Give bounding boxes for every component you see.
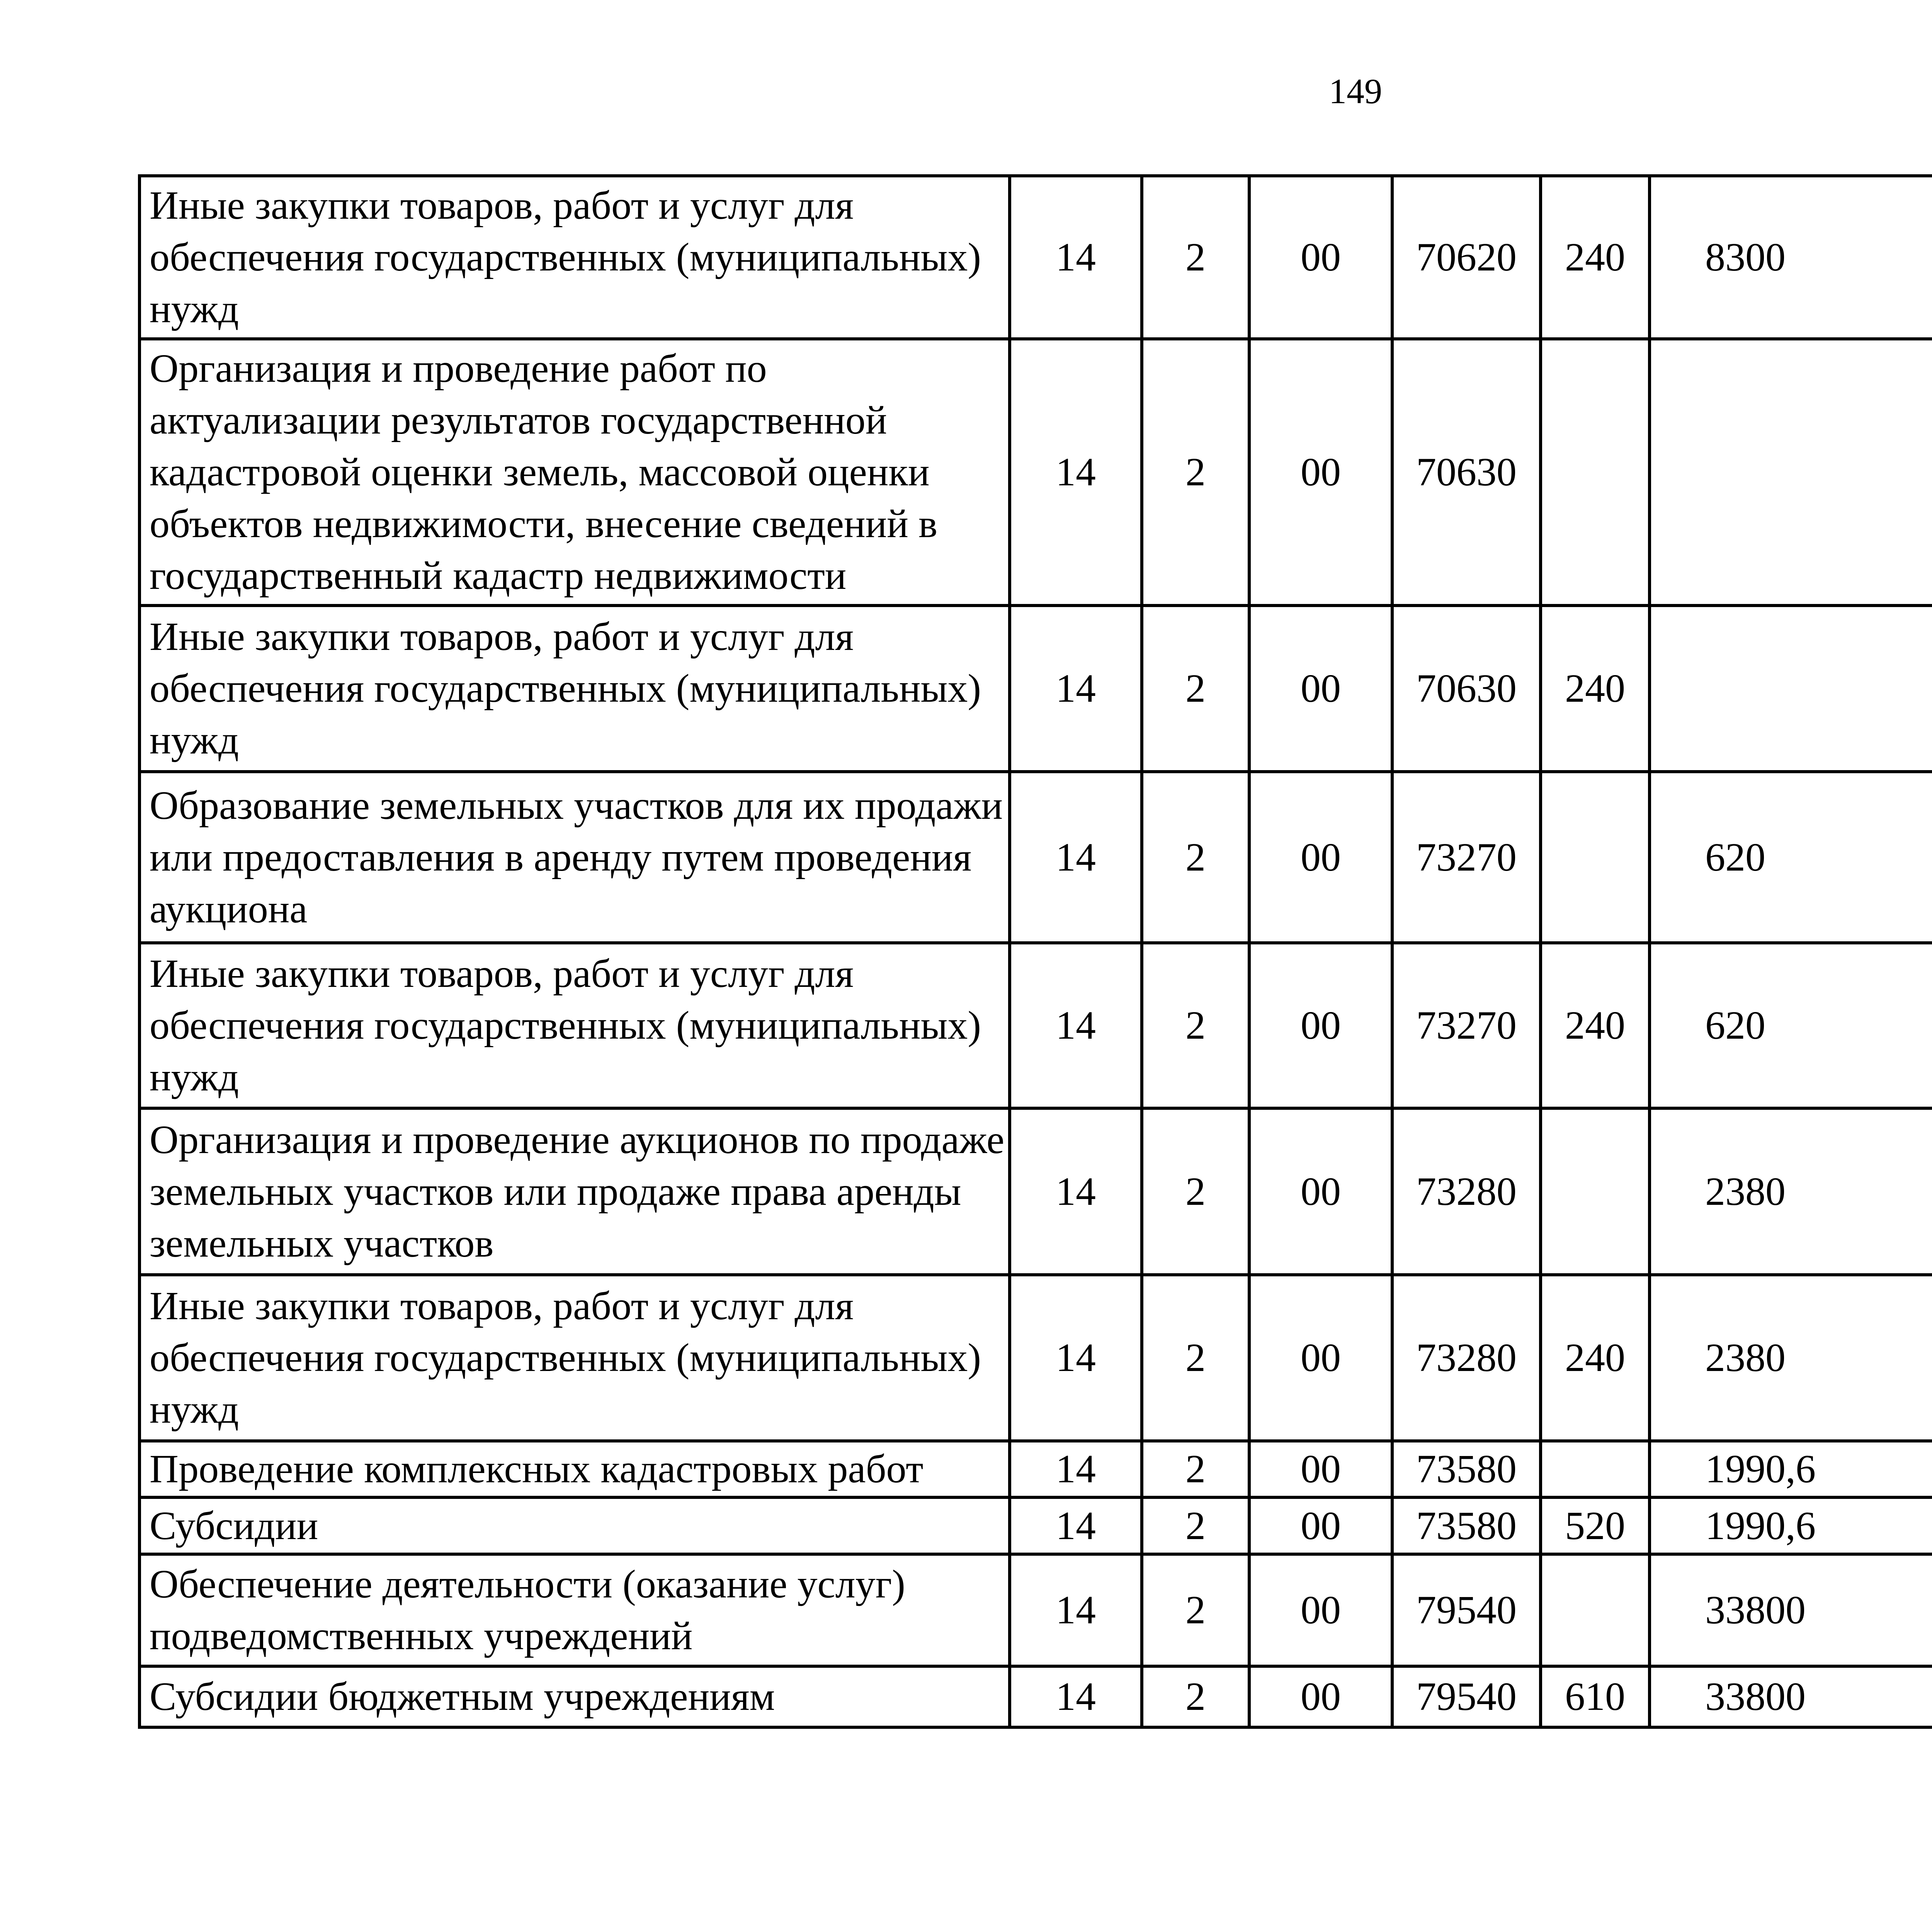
row-name: Субсидии бюджетным учреждениям <box>139 1666 1010 1727</box>
subsection-code: 2 <box>1142 1108 1249 1275</box>
program-code: 00 <box>1249 339 1392 606</box>
program-code: 00 <box>1249 606 1392 772</box>
row-name: Иные закупки товаров, работ и услуг для обеспечения государственных (муниципальных) нужд <box>139 606 1010 772</box>
section-code: 14 <box>1010 1497 1142 1554</box>
article-code: 73270 <box>1392 772 1541 943</box>
subsection-code: 2 <box>1142 176 1249 339</box>
article-code: 73280 <box>1392 1108 1541 1275</box>
section-code: 14 <box>1010 606 1142 772</box>
expense-type-code <box>1541 339 1650 606</box>
expense-type-code <box>1541 1441 1650 1497</box>
row-name: Проведение комплексных кадастровых работ <box>139 1441 1010 1497</box>
row-name: Субсидии <box>139 1497 1010 1554</box>
expense-type-code: 610 <box>1541 1666 1650 1727</box>
subsection-code: 2 <box>1142 943 1249 1108</box>
expense-type-code: 240 <box>1541 176 1650 339</box>
article-code: 73580 <box>1392 1441 1541 1497</box>
expense-type-code <box>1541 1554 1650 1666</box>
program-code: 00 <box>1249 943 1392 1108</box>
amount-1: 33800 <box>1650 1666 1932 1727</box>
article-code: 79540 <box>1392 1554 1541 1666</box>
table-row <box>139 1275 1932 1441</box>
section-code: 14 <box>1010 1275 1142 1441</box>
expense-type-code: 240 <box>1541 943 1650 1108</box>
table-row <box>139 606 1932 772</box>
program-code: 00 <box>1249 1441 1392 1497</box>
subsection-code: 2 <box>1142 1275 1249 1441</box>
row-name: Образование земельных участков для их продажи или предоставления в аренду путем проведения аукциона <box>139 772 1010 943</box>
subsection-code: 2 <box>1142 1441 1249 1497</box>
amount-1 <box>1650 606 1932 772</box>
program-code: 00 <box>1249 1554 1392 1666</box>
subsection-code: 2 <box>1142 772 1249 943</box>
row-name: Организация и проведение аукционов по продаже земельных участков или продаже права аренды земельных участков <box>139 1108 1010 1275</box>
amount-1: 620 <box>1650 943 1932 1108</box>
section-code: 14 <box>1010 1554 1142 1666</box>
row-name: Обеспечение деятельности (оказание услуг) подведомственных учреждений <box>139 1554 1010 1666</box>
subsection-code: 2 <box>1142 1666 1249 1727</box>
section-code: 14 <box>1010 1441 1142 1497</box>
table-row <box>139 1666 1932 1727</box>
table-row <box>139 339 1932 606</box>
article-code: 79540 <box>1392 1666 1541 1727</box>
article-code: 70620 <box>1392 176 1541 339</box>
section-code: 14 <box>1010 943 1142 1108</box>
article-code: 70630 <box>1392 606 1541 772</box>
program-code: 00 <box>1249 1666 1392 1727</box>
row-name: Иные закупки товаров, работ и услуг для обеспечения государственных (муниципальных) нужд <box>139 1275 1010 1441</box>
table-row <box>139 1108 1932 1275</box>
article-code: 73270 <box>1392 943 1541 1108</box>
section-code: 14 <box>1010 772 1142 943</box>
section-code: 14 <box>1010 1666 1142 1727</box>
row-name: Иные закупки товаров, работ и услуг для обеспечения государственных (муниципальных) нужд <box>139 943 1010 1108</box>
subsection-code: 2 <box>1142 606 1249 772</box>
program-code: 00 <box>1249 176 1392 339</box>
row-name: Организация и проведение работ по актуализации результатов государственной кадастровой оценки земель, массовой оценки объектов недвижимости, внесение сведений в государственный кадастр недвижимости <box>139 339 1010 606</box>
table-row <box>139 1497 1932 1554</box>
table-row <box>139 176 1932 339</box>
subsection-code: 2 <box>1142 339 1249 606</box>
expense-type-code: 520 <box>1541 1497 1650 1554</box>
amount-1: 33800 <box>1650 1554 1932 1666</box>
budget-table <box>138 174 1932 1729</box>
article-code: 73280 <box>1392 1275 1541 1441</box>
expense-type-code <box>1541 772 1650 943</box>
article-code: 70630 <box>1392 339 1541 606</box>
expense-type-code: 240 <box>1541 1275 1650 1441</box>
table-row <box>139 1441 1932 1497</box>
section-code: 14 <box>1010 339 1142 606</box>
expense-type-code: 240 <box>1541 606 1650 772</box>
section-code: 14 <box>1010 176 1142 339</box>
amount-1: 8300 <box>1650 176 1932 339</box>
section-code: 14 <box>1010 1108 1142 1275</box>
amount-1: 2380 <box>1650 1275 1932 1441</box>
amount-1: 1990,6 <box>1650 1441 1932 1497</box>
table-row <box>139 1554 1932 1666</box>
program-code: 00 <box>1249 1275 1392 1441</box>
amount-1: 2380 <box>1650 1108 1932 1275</box>
amount-1: 1990,6 <box>1650 1497 1932 1554</box>
expense-type-code <box>1541 1108 1650 1275</box>
subsection-code: 2 <box>1142 1497 1249 1554</box>
page-number: 149 <box>1329 71 1382 111</box>
amount-1: 620 <box>1650 772 1932 943</box>
table-row <box>139 772 1932 943</box>
program-code: 00 <box>1249 772 1392 943</box>
table-row <box>139 943 1932 1108</box>
article-code: 73580 <box>1392 1497 1541 1554</box>
subsection-code: 2 <box>1142 1554 1249 1666</box>
row-name: Иные закупки товаров, работ и услуг для обеспечения государственных (муниципальных) нужд <box>139 176 1010 339</box>
program-code: 00 <box>1249 1497 1392 1554</box>
amount-1 <box>1650 339 1932 606</box>
program-code: 00 <box>1249 1108 1392 1275</box>
